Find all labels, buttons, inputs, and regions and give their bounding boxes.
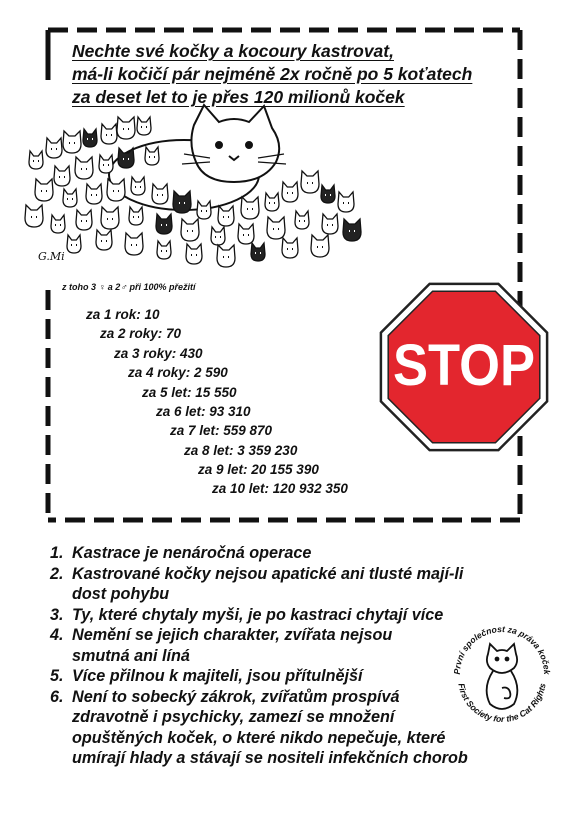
- headline-line-2: má-li kočičí pár nejméně 2x ročně po 5 koťatech: [72, 64, 473, 84]
- small-cat-head: [338, 192, 354, 212]
- benefit-number: 3.: [50, 605, 64, 624]
- seal-bottom-text: First Society for the Cat Rights: [456, 682, 548, 725]
- benefit-item: [42, 564, 562, 605]
- small-cat-head: [241, 197, 259, 219]
- benefit-number: 5.: [50, 667, 64, 685]
- growth-row: za 8 let: 3 359 230: [184, 443, 298, 458]
- small-cat-head: [75, 157, 93, 179]
- small-cat-head: [322, 214, 338, 234]
- small-cat-head: [35, 179, 53, 201]
- small-cat-head: [265, 193, 279, 211]
- small-cat-head: [117, 117, 135, 139]
- cats-illustration: [14, 100, 364, 275]
- benefit-text-continued: opuštěných koček, o které nikdo nepečuje, které: [72, 728, 446, 747]
- small-cat-head: [211, 227, 225, 245]
- small-cat-head: [46, 138, 62, 158]
- small-cat-head: [76, 210, 92, 230]
- small-cat-head: [101, 207, 119, 229]
- small-cat-head: [125, 233, 143, 255]
- benefit-text: Nemění se jejich charakter, zvířata nejsou: [72, 626, 393, 644]
- benefit-number: 1.: [50, 544, 64, 562]
- headline: [72, 40, 512, 109]
- growth-row: za 1 rok: 10: [86, 307, 160, 322]
- small-cat-head: [54, 166, 70, 186]
- growth-row: za 9 let: 20 155 390: [198, 462, 319, 477]
- small-cat-head: [129, 207, 143, 225]
- small-cat-head: [301, 171, 319, 193]
- growth-row: za 10 let: 120 932 350: [212, 481, 348, 496]
- small-cat-head: [83, 129, 97, 147]
- small-cat-head: [101, 124, 117, 144]
- small-cat-head: [63, 131, 81, 153]
- small-cat-head: [96, 230, 112, 250]
- benefit-number: 6.: [50, 687, 64, 706]
- benefit-item: [42, 543, 562, 564]
- small-cat-head: [181, 219, 199, 241]
- small-cat-head: [86, 184, 102, 204]
- survival-note: z toho 3 ♀ a 2♂ při 100% přežití: [62, 282, 196, 292]
- small-cat-head: [186, 244, 202, 264]
- small-cat-head: [99, 155, 113, 173]
- small-cat-head: [238, 224, 254, 244]
- small-cat-head: [251, 243, 265, 261]
- small-cat-head: [137, 117, 151, 135]
- small-cat-head: [343, 219, 361, 241]
- benefit-number: 4.: [50, 626, 64, 644]
- artist-signature: G.Mi: [38, 250, 65, 263]
- benefit-text: Kastrace je nenáročná operace: [72, 544, 312, 562]
- small-cat-head: [25, 205, 43, 227]
- growth-row: za 5 let: 15 550: [142, 385, 237, 400]
- small-cat-head: [51, 215, 65, 233]
- small-cat-head: [267, 217, 285, 239]
- benefit-text: Ty, které chytaly myši, je po kastraci chytají více: [72, 605, 444, 624]
- benefit-text-continued: umírají hlady a stávají se nositeli infekčních chorob: [72, 749, 468, 767]
- small-cat-head: [67, 235, 81, 253]
- growth-row: za 3 roky: 430: [114, 346, 203, 361]
- growth-row: za 7 let: 559 870: [170, 423, 273, 438]
- small-cat-head: [311, 235, 329, 257]
- growth-row: za 4 roky: 2 590: [128, 365, 228, 380]
- society-seal: [446, 618, 558, 730]
- stop-sign: [372, 275, 556, 459]
- benefit-text: Kastrované kočky nejsou apatické ani tlusté mají-li: [72, 564, 464, 583]
- benefit-text: Více přilnou k majiteli, jsou přítulnější: [72, 667, 363, 685]
- small-cat-head: [321, 185, 335, 203]
- growth-row: za 2 roky: 70: [100, 326, 182, 341]
- small-cat-head: [282, 238, 298, 258]
- seal-top-text: První společnost za práva koček: [451, 623, 553, 675]
- small-cat-head: [218, 206, 234, 226]
- benefit-text: Není to sobecký zákrok, zvířatům prospívá: [72, 687, 400, 706]
- headline-line-3: za deset let to je přes 120 milionů koček: [72, 87, 405, 107]
- small-cat-head: [157, 241, 171, 259]
- small-cat-head: [118, 148, 134, 168]
- headline-line-1: Nechte své kočky a kocoury kastrovat,: [72, 41, 394, 61]
- small-cat-head: [29, 151, 43, 169]
- benefit-text-continued: zdravotně i psychicky, zamezí se množení: [72, 708, 395, 726]
- growth-row: za 6 let: 93 310: [156, 404, 251, 419]
- benefit-text-continued: smutná ani líná: [72, 646, 190, 665]
- small-cat-head: [295, 211, 309, 229]
- small-cat-head: [63, 189, 77, 207]
- small-cat-head: [156, 214, 172, 234]
- small-cat-head: [282, 182, 298, 202]
- benefit-number: 2.: [50, 564, 64, 583]
- small-cat-head: [217, 245, 235, 267]
- benefit-text-continued: dost pohybu: [72, 585, 170, 603]
- stop-text: STOP: [393, 333, 535, 398]
